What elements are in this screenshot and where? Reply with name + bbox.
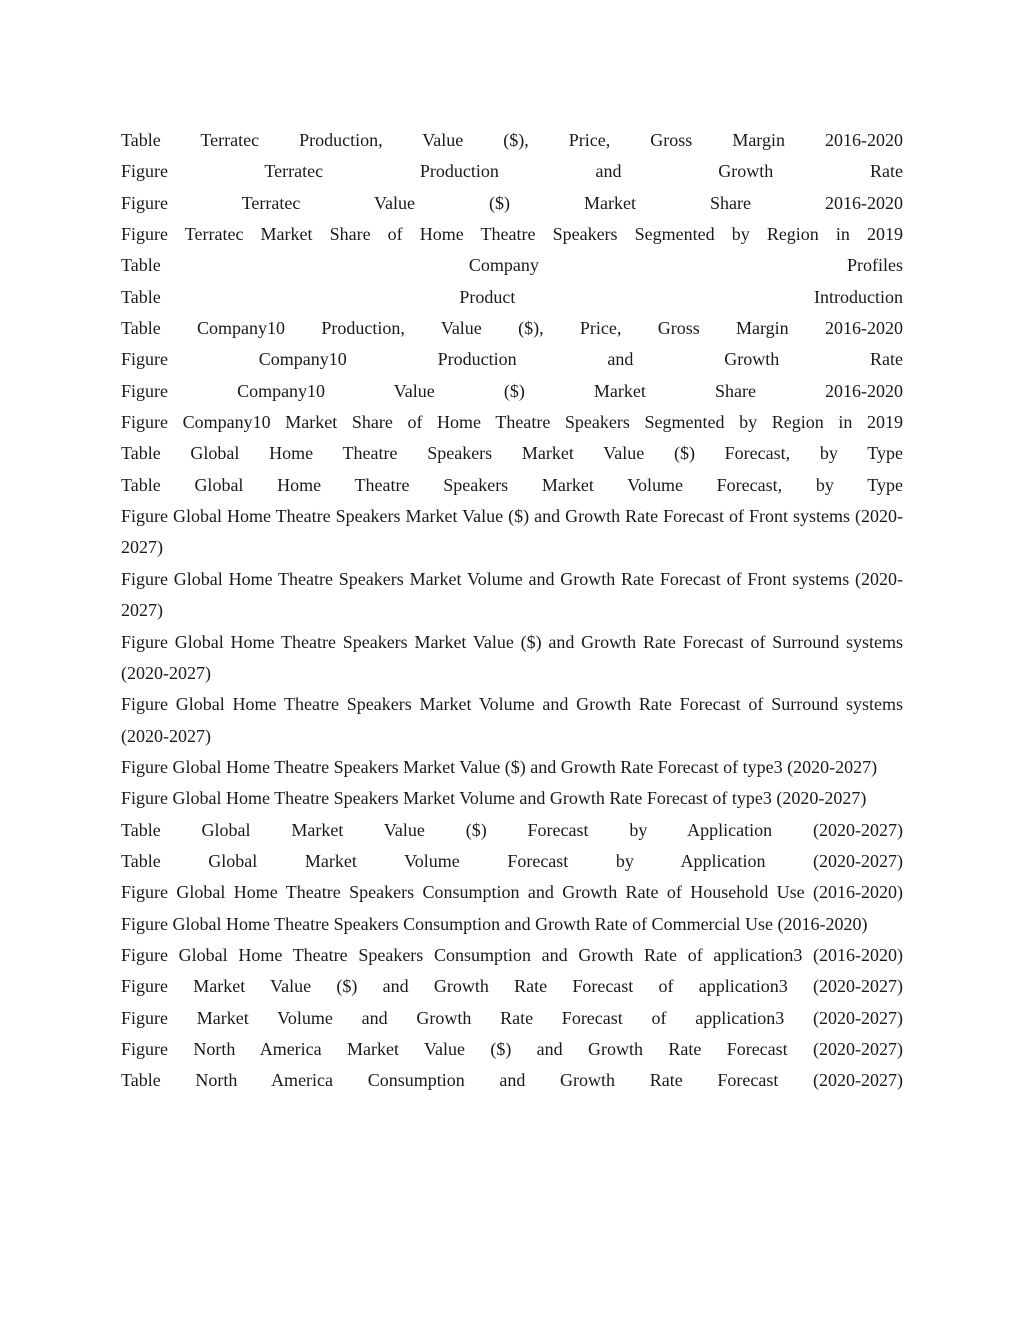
list-item: Figure Global Home Theatre Speakers Consumption and Growth Rate of Commercial Use (2016-2020): [121, 913, 868, 934]
list-item: Figure Global Home Theatre Speakers Market Volume and Growth Rate Forecast of Surround systems (2020-2027): [121, 694, 903, 746]
list-item: Table Company10 Production, Value ($), Price, Gross Margin 2016-2020: [121, 318, 903, 339]
list-item: Figure Terratec Production and Growth Rate: [121, 161, 903, 182]
figure-table-list: [121, 125, 903, 1097]
list-item: Table Global Market Volume Forecast by Application (2020-2027): [121, 850, 903, 871]
list-item: Figure Global Home Theatre Speakers Market Value ($) and Growth Rate Forecast of type3 (2020-2027): [121, 756, 878, 777]
document-page: [121, 125, 903, 1097]
list-item: Figure Global Home Theatre Speakers Market Volume and Growth Rate Forecast of type3 (2020-2027): [121, 788, 867, 809]
list-item: Figure Global Home Theatre Speakers Market Value ($) and Growth Rate Forecast of Surround systems (2020-2027): [121, 631, 903, 683]
list-item: Figure Company10 Value ($) Market Share 2016-2020: [121, 380, 903, 401]
list-item: Table Terratec Production, Value ($), Price, Gross Margin 2016-2020: [121, 130, 903, 150]
list-item: Table Global Home Theatre Speakers Market Value ($) Forecast, by Type: [121, 443, 903, 464]
list-item: Figure Global Home Theatre Speakers Consumption and Growth Rate of application3 (2016-2020): [121, 944, 903, 965]
list-item: Figure Global Home Theatre Speakers Market Volume and Growth Rate Forecast of Front systems (2020-2027): [121, 568, 903, 621]
list-item: Table North America Consumption and Growth Rate Forecast (2020-2027): [121, 1070, 903, 1091]
list-item: Figure Global Home Theatre Speakers Consumption and Growth Rate of Household Use (2016-2020): [121, 882, 903, 903]
list-item: Figure Global Home Theatre Speakers Market Value ($) and Growth Rate Forecast of Front systems (2020-2027): [121, 506, 903, 558]
list-item: Figure Company10 Production and Growth Rate: [121, 349, 903, 370]
list-item: Table Product Introduction: [121, 286, 903, 307]
list-item: Figure Company10 Market Share of Home Theatre Speakers Segmented by Region in 2019: [121, 412, 903, 433]
list-item: Figure Market Value ($) and Growth Rate Forecast of application3 (2020-2027): [121, 976, 903, 997]
list-item: Table Global Home Theatre Speakers Market Volume Forecast, by Type: [121, 474, 903, 495]
list-item: Figure Terratec Value ($) Market Share 2016-2020: [121, 192, 903, 213]
list-item: Figure Terratec Market Share of Home Theatre Speakers Segmented by Region in 2019: [121, 224, 903, 245]
list-item: Figure North America Market Value ($) and Growth Rate Forecast (2020-2027): [121, 1038, 903, 1059]
list-item: Table Global Market Value ($) Forecast by Application (2020-2027): [121, 819, 903, 840]
list-item: Table Company Profiles: [121, 255, 903, 276]
list-item: Figure Market Volume and Growth Rate Forecast of application3 (2020-2027): [121, 1007, 903, 1028]
